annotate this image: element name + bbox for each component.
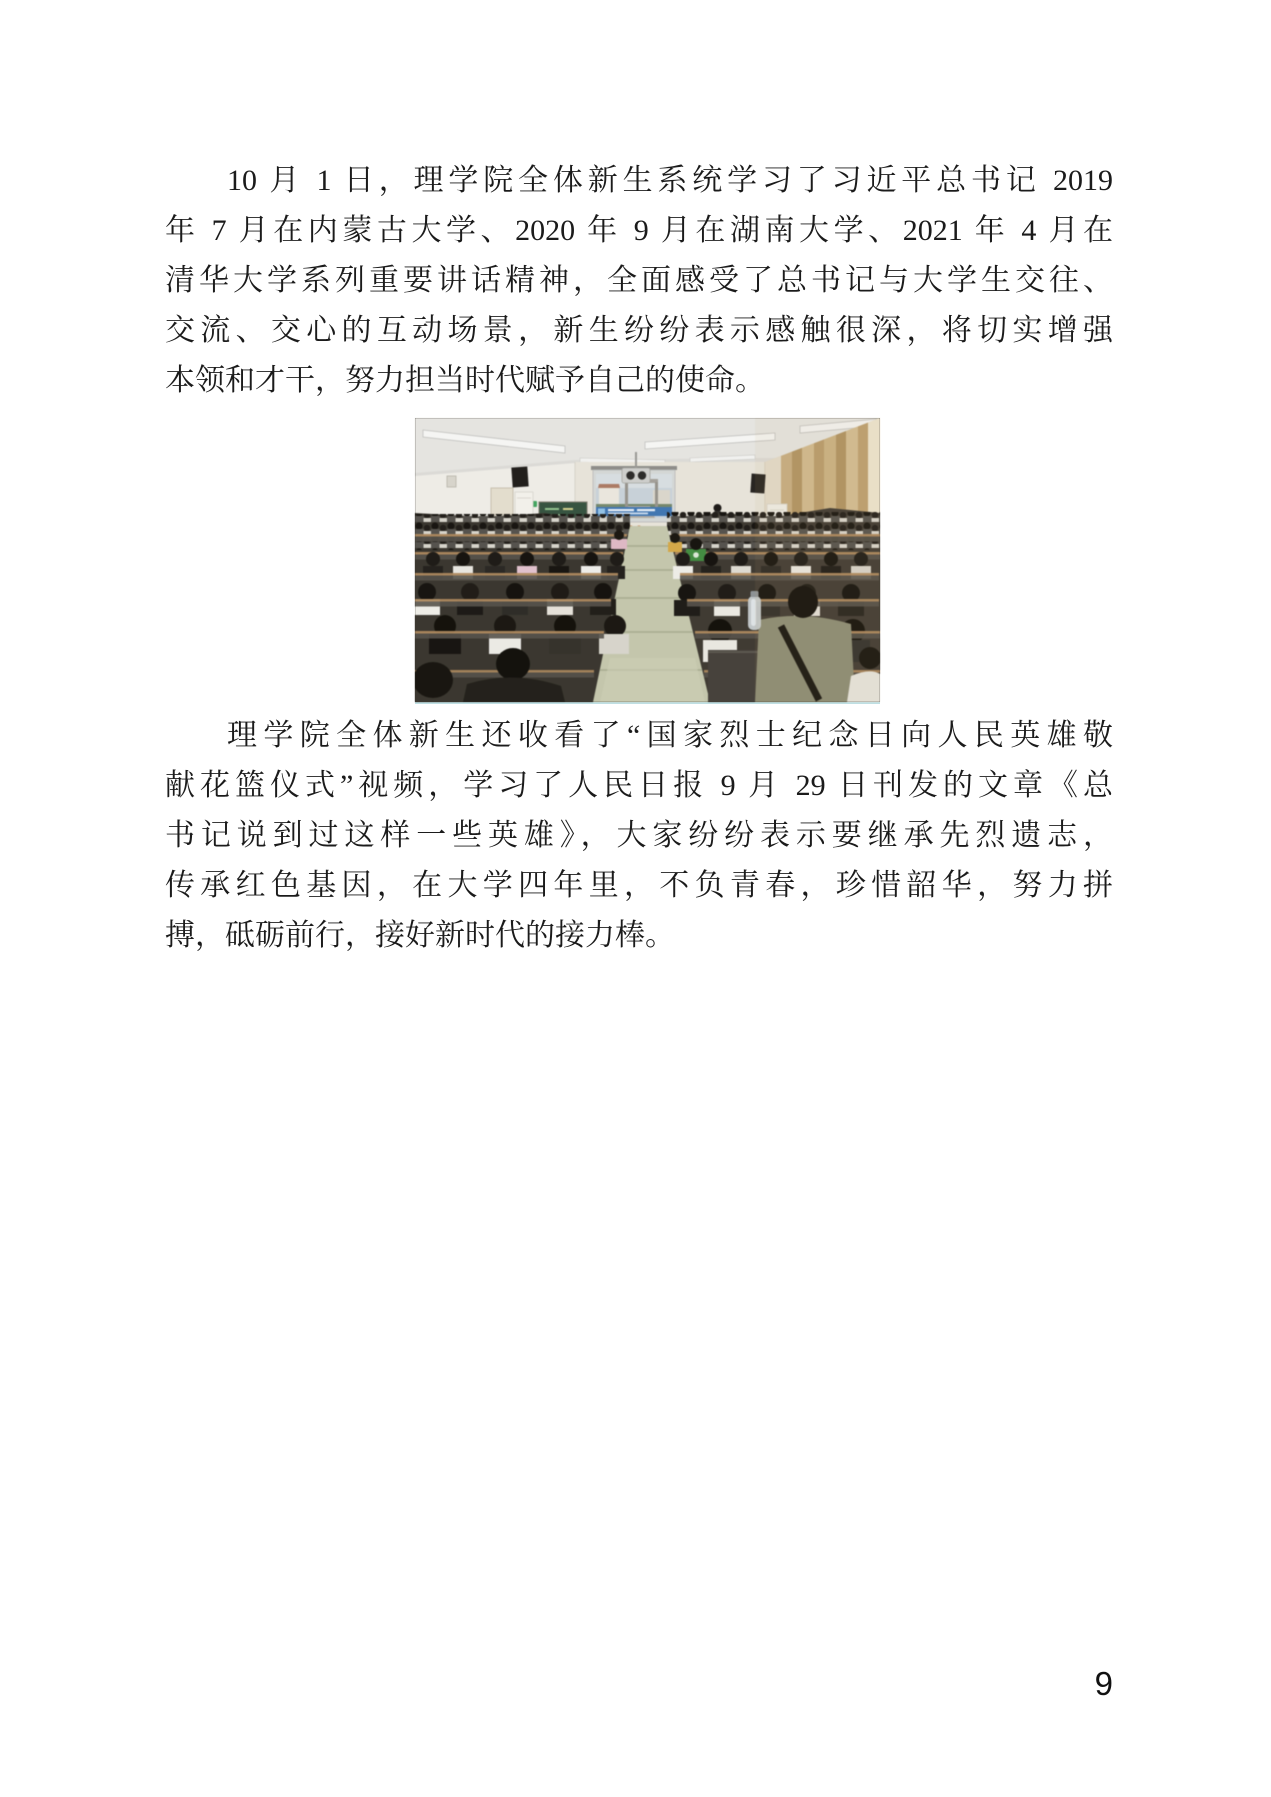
paragraph-2 — [165, 711, 1113, 961]
text-line: 年 7 月在内蒙古大学、2020 年 9 月在湖南大学、2021 年 4 月在 — [165, 214, 1113, 247]
left-speaker — [511, 466, 528, 487]
text-line: 10 月 1 日，理学院全体新生系统学习了习近平总书记 2019 — [227, 164, 1113, 197]
classroom-photo-art — [415, 418, 880, 702]
paragraph-1 — [165, 156, 1113, 406]
text-line: 传承红色基因，在大学四年里，不负青春，珍惜韶华，努力拼 — [165, 869, 1113, 902]
text-line: 理学院全体新生还收看了“国家烈士纪念日向人民英雄敬 — [227, 719, 1113, 752]
wall-frame — [447, 476, 456, 487]
text-line: 本领和才干，努力担当时代赋予自己的使命。 — [165, 364, 765, 397]
text-line: 交流、交心的互动场景，新生纷纷表示感触很深，将切实增强 — [165, 314, 1113, 347]
text-line: 清华大学系列重要讲话精神，全面感受了总书记与大学生交往、 — [165, 264, 1113, 297]
text-line: 搏，砥砺前行，接好新时代的接力棒。 — [165, 919, 675, 952]
text-line: 献花篮仪式”视频，学习了人民日报 9 月 29 日刊发的文章《总 — [165, 769, 1113, 802]
classroom-photo — [415, 418, 880, 704]
sunlight-tint — [755, 418, 880, 702]
page-number: 9 — [1094, 1665, 1113, 1702]
text-line: 书记说到过这样一些英雄》，大家纷纷表示要继承先烈遗志， — [165, 819, 1113, 852]
chair-back — [708, 650, 758, 702]
